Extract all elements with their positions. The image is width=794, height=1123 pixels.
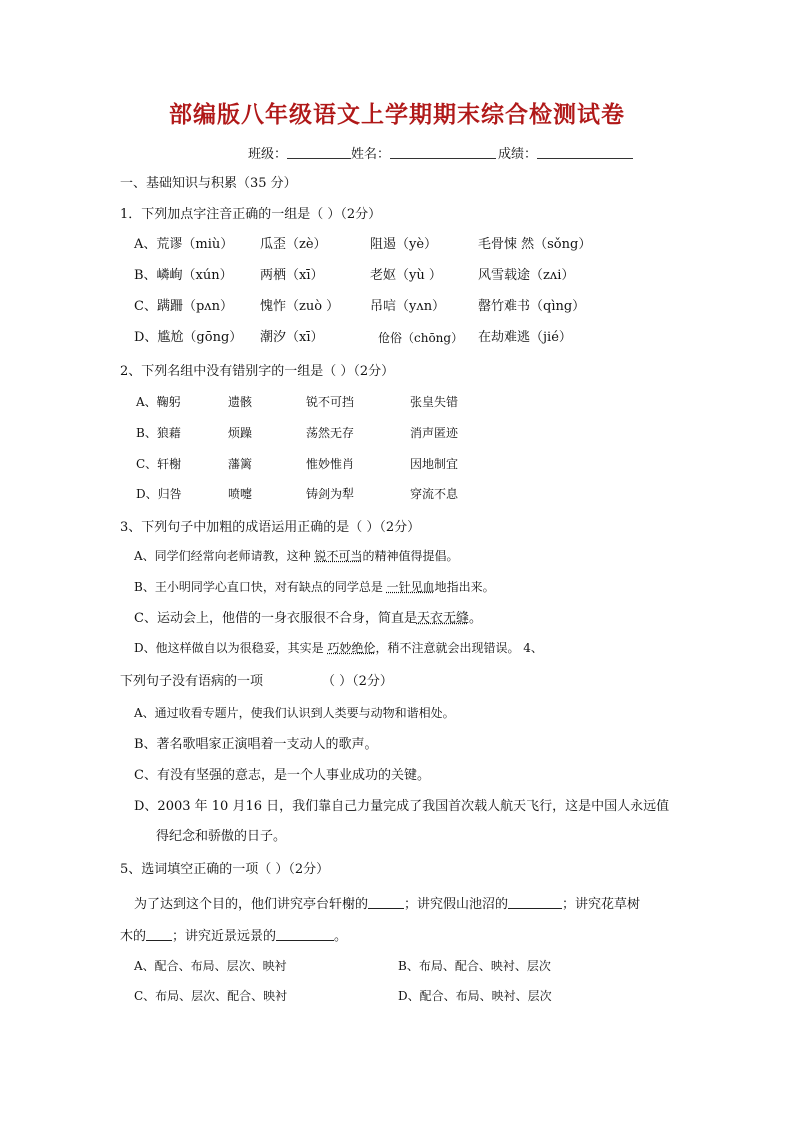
q1-d3: 伧俗（chōng）: [378, 331, 464, 345]
q3-option-c: [134, 612, 482, 625]
q3-stem: 3、下列句子中加粗的成语运用正确的是（ ）（2分）: [120, 520, 421, 535]
q5-p1-seg2: ；讲究假山池沼的: [404, 897, 509, 912]
q2-b2: 烦躁: [228, 426, 253, 440]
q2-a4: 张皇失错: [410, 395, 459, 409]
q5-p2-seg3: 。: [334, 929, 348, 944]
q3-option-b: [134, 581, 495, 593]
q1-b2: 两栖（xī）: [260, 268, 324, 283]
q5-option-c: C、布局、层次、配合、映衬: [134, 989, 288, 1003]
q1-a3: 阻遏（yè）: [370, 237, 438, 252]
q3-d-tail: ，稍不注意就会出现错误。 4、: [375, 641, 543, 655]
q3-d-idiom: 巧妙绝伦: [327, 641, 376, 655]
q5-option-d: D、配合、布局、映衬、层次: [398, 989, 552, 1003]
q1-d4: 在劫难逃（jié）: [478, 330, 572, 345]
q2-c1: C、轩榭: [136, 457, 182, 471]
q2-b4: 消声匿迹: [410, 426, 459, 440]
q2-d3: 铸剑为犁: [306, 487, 355, 501]
q2-a1: A、鞠躬: [136, 395, 181, 409]
q2-b1: B、狼藉: [136, 426, 181, 440]
q1-stem: 1．下列加点字注音正确的一组是（ ）（2分）: [120, 207, 382, 222]
q4-option-a: A、通过收看专题片，使我们认识到人类要与动物和谐相处。: [134, 706, 455, 720]
q2-c3: 惟妙惟肖: [306, 457, 355, 471]
section-heading: 一、基础知识与积累（35 分）: [120, 176, 297, 191]
q3-b-text: B、王小明同学心直口快，对有缺点的同学总是: [134, 580, 387, 594]
q5-option-a: A、配合、布局、层次、映衬: [134, 959, 287, 973]
q5-passage-line1: [134, 896, 640, 911]
name-blank: [390, 146, 496, 159]
q2-stem: 2、下列名组中没有错别字的一组是（ ）（2分）: [120, 364, 395, 379]
q1-d1: D、尴尬（gōng）: [134, 330, 243, 345]
q1-a4: 毛骨悚 然（sǒng）: [478, 237, 592, 252]
q5-passage-line2: [120, 928, 347, 943]
q3-b-tail: 地指出来。: [434, 580, 495, 594]
q1-b4: 风雪载途（zʌi）: [478, 268, 575, 283]
q1-c1: C、蹒跚（pʌn）: [134, 299, 233, 314]
class-blank: [287, 146, 351, 159]
exam-title: 部编版八年级语文上学期期末综合检测试卷: [169, 102, 625, 128]
q1-a2: 瓜歪（zè）: [260, 237, 327, 252]
q1-b3: 老妪（yù ）: [370, 268, 442, 283]
q4-option-d-line2: 得纪念和骄傲的日子。: [156, 829, 287, 844]
q3-option-a: [134, 550, 459, 562]
q4-option-c: C、有没有坚强的意志，是一个人事业成功的关键。: [134, 768, 430, 783]
q1-c2: 愧怍（zuò ）: [260, 299, 340, 314]
q5-blank-4: [276, 928, 334, 941]
q5-p2-seg1: 木的: [120, 929, 147, 944]
q2-a2: 遗骸: [228, 395, 253, 409]
q2-b3: 荡然无存: [306, 426, 355, 440]
score-label: 成绩：: [498, 147, 538, 162]
q2-c4: 因地制宜: [410, 457, 459, 471]
q3-c-text: C、运动会上，他借的一身衣服很不合身，简直是: [134, 611, 417, 626]
q2-c2: 藩篱: [228, 457, 253, 471]
q3-a-tail: 的精神值得提倡。: [362, 549, 459, 563]
q2-a3: 锐不可挡: [306, 395, 355, 409]
q4-bracket: （ ）（2分）: [322, 674, 393, 689]
q4-stem: 下列句子没有语病的一项: [120, 674, 264, 689]
q4-option-d-line1: D、2003 年 10 月16 日，我们靠自己力量完成了我国首次载人航天飞行，这是中国人永远值: [134, 799, 670, 814]
q3-b-idiom: 一针见血: [386, 580, 435, 594]
q5-blank-3: [146, 928, 172, 941]
q2-d2: 喷嚏: [228, 487, 253, 501]
class-label: 班级：: [248, 147, 288, 162]
q5-option-b: B、布局、配合、映衬、层次: [398, 959, 551, 973]
q2-d4: 穿流不息: [410, 487, 459, 501]
q1-c3: 吊唁（yʌn）: [370, 299, 446, 314]
q3-a-idiom: 锐不可当: [314, 549, 363, 563]
q1-b1: B、嶙峋（xún）: [134, 268, 233, 283]
q5-blank-1: [368, 896, 404, 909]
q1-c4: 罄竹难书（qìng）: [478, 299, 586, 314]
q5-p1-seg1: 为了达到这个目的，他们讲究亭台轩榭的: [134, 897, 369, 912]
q3-c-tail: 。: [468, 611, 482, 626]
q5-p1-seg3: ；讲究花草树: [562, 897, 641, 912]
q2-d1: D、归咎: [136, 487, 182, 501]
q3-d-text: D、他这样做自以为很稳妥，其实是: [134, 641, 328, 655]
q3-a-text: A、同学们经常向老师请教，这种: [134, 549, 315, 563]
q4-option-b: B、著名歌唱家正演唱着一支动人的歌声。: [134, 737, 378, 752]
q5-p2-seg2: ；讲究近景远景的: [172, 929, 277, 944]
q1-a1: A、荒谬（miù）: [134, 237, 234, 252]
q1-d2: 潮汐（xī）: [260, 330, 324, 345]
q5-stem: 5、选词填空正确的一项（ ）（2分）: [120, 862, 330, 877]
student-info-line: [248, 146, 633, 161]
q5-blank-2: [508, 896, 562, 909]
name-label: 姓名：: [351, 147, 391, 162]
score-blank: [537, 146, 633, 159]
q3-option-d: [134, 642, 543, 654]
q3-c-idiom: 天衣无缝: [416, 611, 469, 626]
